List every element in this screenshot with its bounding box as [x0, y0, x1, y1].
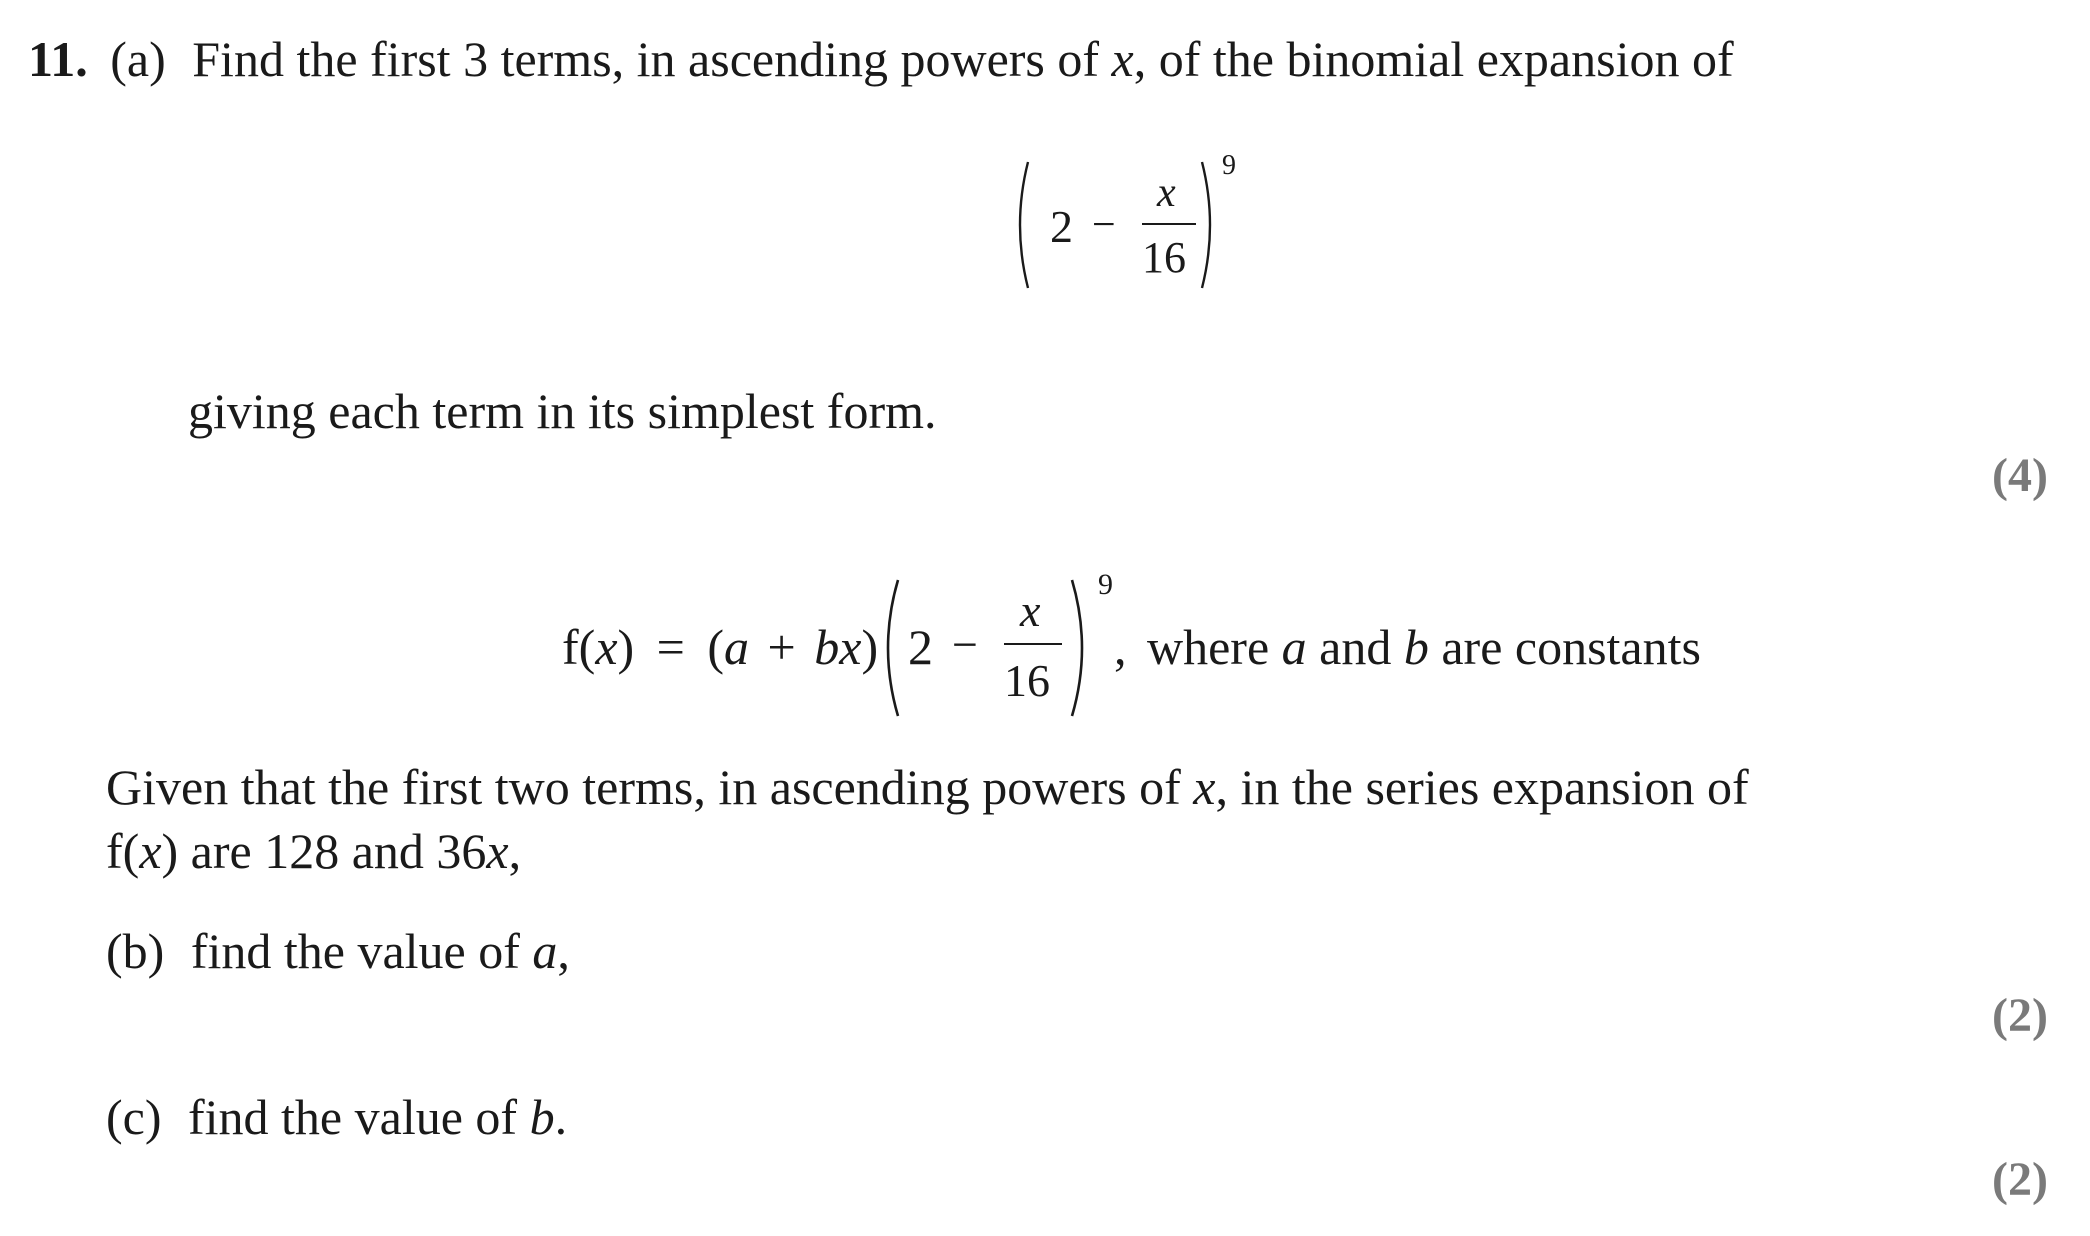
def-lhs-f: f( — [562, 619, 596, 675]
part-a-text-after: , of the binomial expansion of — [1133, 31, 1734, 87]
expr1-denominator: 16 — [1142, 233, 1186, 282]
part-c-end: . — [554, 1089, 568, 1145]
expr1-minus: − — [1092, 202, 1116, 248]
expr1-numerator: x — [1157, 170, 1176, 216]
def-var-bx: bx — [814, 619, 862, 675]
part-b-end: , — [557, 923, 570, 979]
part-a-marks: (4) — [1992, 449, 2048, 502]
part-a-label: (a) — [110, 31, 166, 87]
def-where-clause — [1114, 619, 1701, 675]
part-b-marks: (2) — [1992, 989, 2048, 1042]
def-fraction-bar — [1004, 643, 1062, 645]
binomial-expression-1 — [1010, 150, 1250, 300]
given-text-1: Given that the first two terms, in ascending powers of — [106, 759, 1194, 815]
function-definition — [562, 570, 1712, 730]
def-numerator: x — [1020, 585, 1041, 636]
part-a-instruction: giving each term in its simplest form. — [188, 383, 937, 439]
def-comma: , — [1114, 619, 1127, 675]
def-equals: = — [656, 619, 685, 675]
def-lhs-close: ) — [617, 619, 635, 675]
part-b — [106, 923, 570, 979]
def-where-and: and — [1306, 619, 1404, 675]
given-line-1 — [106, 759, 1749, 815]
part-a-var: x — [1111, 31, 1134, 87]
part-c-var: b — [529, 1089, 555, 1145]
def-right-paren — [1068, 578, 1094, 718]
given-f: f( — [106, 823, 140, 879]
given-var-3: x — [486, 823, 509, 879]
question-line-a — [28, 31, 1734, 87]
part-c — [106, 1089, 568, 1145]
def-plus: + — [767, 619, 796, 675]
def-power: 9 — [1098, 568, 1113, 601]
def-minus: − — [952, 619, 978, 670]
given-line-2 — [106, 823, 522, 879]
def-close-paren: ) — [861, 619, 879, 675]
question-number: 11. — [28, 31, 88, 87]
def-var-a: a — [724, 619, 750, 675]
part-c-text: find the value of — [188, 1089, 530, 1145]
given-var-1: x — [1193, 759, 1216, 815]
right-paren — [1198, 160, 1220, 290]
part-c-label: (c) — [106, 1089, 162, 1145]
part-b-text: find the value of — [190, 923, 533, 979]
part-b-label: (b) — [106, 923, 165, 979]
given-comma: , — [508, 823, 522, 879]
def-where-constants: are constants — [1428, 619, 1701, 675]
expr1-power: 9 — [1222, 150, 1236, 181]
def-where-a: a — [1281, 619, 1307, 675]
given-text-2: , in the series expansion of — [1215, 759, 1749, 815]
def-open-paren: ( — [707, 619, 725, 675]
expr1-fraction-bar — [1142, 223, 1196, 225]
given-var-2: x — [139, 823, 162, 879]
def-lhs — [562, 619, 879, 675]
left-paren — [1010, 160, 1032, 290]
part-c-marks: (2) — [1992, 1153, 2048, 1206]
def-left-paren — [876, 578, 902, 718]
expr1-constant: 2 — [1050, 201, 1073, 252]
def-where-b: b — [1403, 619, 1429, 675]
def-where: where — [1147, 619, 1282, 675]
def-lhs-var: x — [595, 619, 618, 675]
def-denominator: 16 — [1004, 655, 1050, 706]
def-constant: 2 — [908, 619, 933, 675]
part-b-var: a — [532, 923, 558, 979]
part-a-text-before: Find the first 3 terms, in ascending powers of — [192, 31, 1112, 87]
given-text-3: ) are 128 and 36 — [161, 823, 487, 879]
